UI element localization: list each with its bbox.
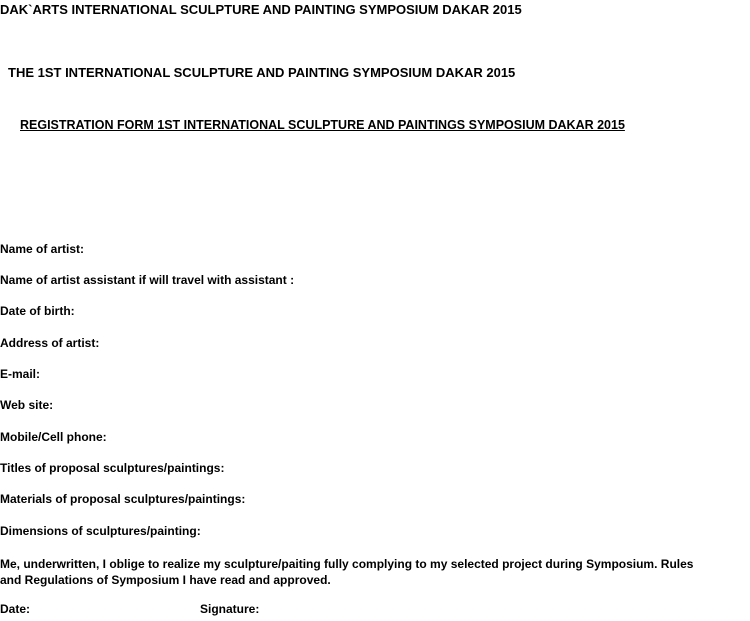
field-label-mobile-phone: Mobile/Cell phone: (0, 430, 107, 444)
document-subheading: THE 1ST INTERNATIONAL SCULPTURE AND PAINTING SYMPOSIUM DAKAR 2015 (8, 65, 516, 80)
field-label-date-of-birth: Date of birth: (0, 304, 75, 318)
declaration-paragraph: Me, underwritten, I oblige to realize my sculpture/paiting fully complying to my selected project during Symposium. Rules and Regulations of Symposium I have read and approved. (0, 557, 694, 587)
form-title: REGISTRATION FORM 1ST INTERNATIONAL SCULPTURE AND PAINTINGS SYMPOSIUM DAKAR 2015 (20, 118, 625, 132)
date-label: Date: (0, 602, 31, 616)
field-label-artist-assistant: Name of artist assistant if will travel with assistant : (0, 273, 295, 287)
field-label-email: E-mail: (0, 367, 41, 381)
signature-label: Signature: (200, 602, 260, 616)
field-label-website: Web site: (0, 398, 54, 412)
field-label-dimensions: Dimensions of sculptures/painting: (0, 524, 201, 538)
field-label-titles: Titles of proposal sculptures/paintings: (0, 461, 225, 475)
field-label-materials: Materials of proposal sculptures/paintings: (0, 492, 246, 506)
document-heading: DAK`ARTS INTERNATIONAL SCULPTURE AND PAINTING SYMPOSIUM DAKAR 2015 (0, 2, 522, 17)
field-label-name-of-artist: Name of artist: (0, 242, 85, 256)
field-label-address: Address of artist: (0, 336, 100, 350)
